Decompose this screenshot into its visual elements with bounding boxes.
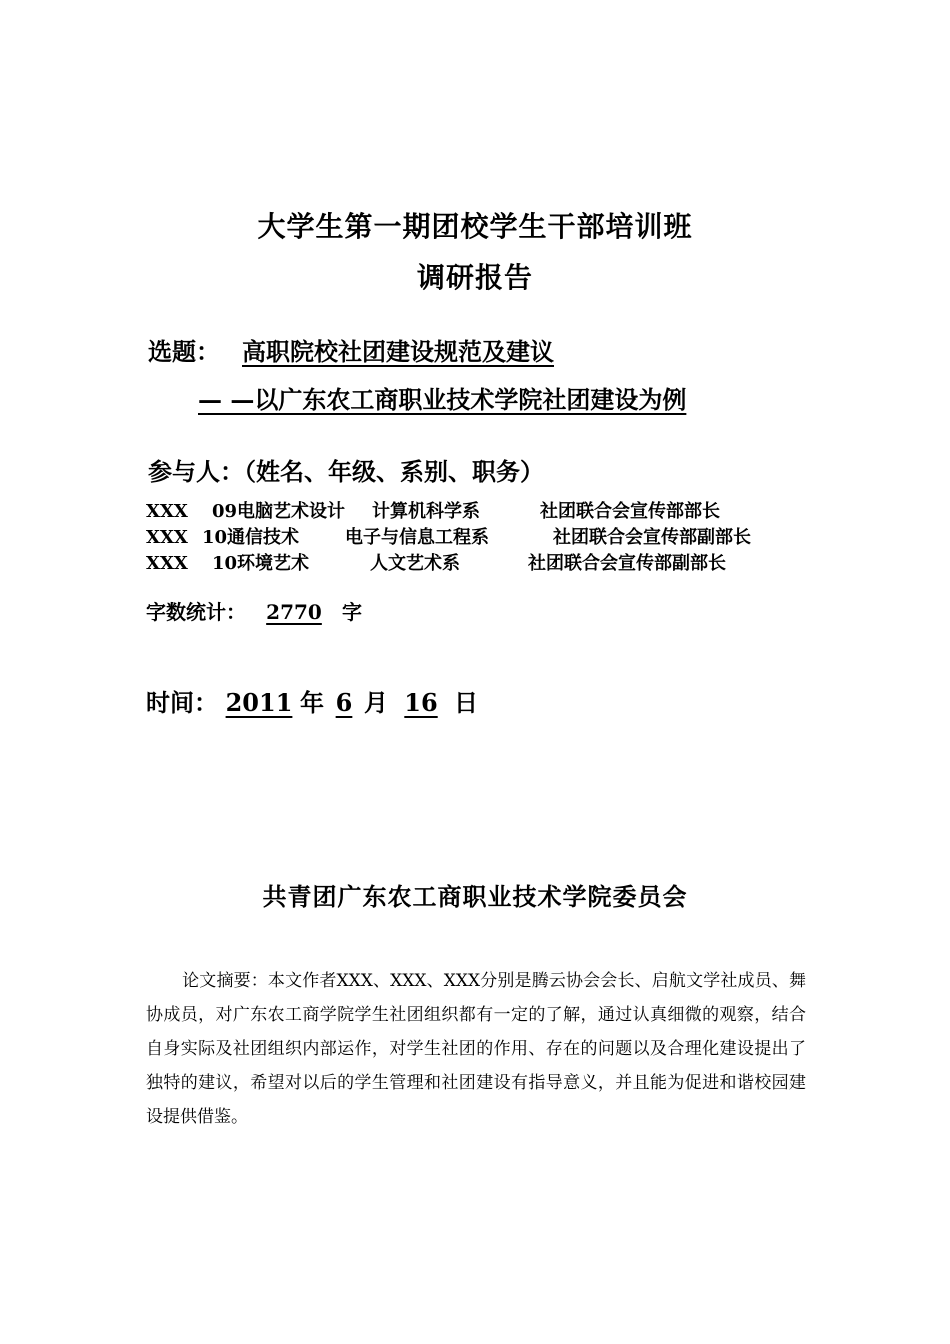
- participant-role: 社团联合会宣传部副部长: [553, 527, 751, 548]
- participant-name: XXX: [146, 501, 188, 522]
- word-count-unit: 字: [342, 600, 362, 624]
- date-day-unit: 日: [454, 688, 478, 717]
- topic-subtitle: — —以广东农工商职业技术学院社团建设为例: [198, 385, 687, 414]
- participant-grade: 10环境艺术: [212, 553, 310, 574]
- date-day: 16: [404, 688, 438, 717]
- abstract-paragraph: [146, 964, 806, 1134]
- participants-label: 参与人：（姓名、年级、系别、职务）: [148, 457, 544, 486]
- participant-grade: 10通信技术: [202, 527, 300, 548]
- date-month-unit: 月: [364, 688, 388, 717]
- word-count-value: 2770: [266, 600, 322, 624]
- date-year: 2011: [225, 688, 293, 717]
- participant-role: 社团联合会宣传部副部长: [528, 553, 726, 574]
- topic-main: 高职院校社团建设规范及建议: [242, 337, 554, 366]
- report-subtitle: 调研报告: [416, 261, 533, 294]
- participant-role: 社团联合会宣传部部长: [540, 501, 720, 522]
- report-title: 大学生第一期团校学生干部培训班: [257, 210, 693, 243]
- organization-name: 共青团广东农工商职业技术学院委员会: [262, 882, 688, 911]
- word-count-row: [146, 596, 362, 625]
- participant-name: XXX: [146, 553, 188, 574]
- date-row: [146, 683, 478, 718]
- participant-line: [146, 497, 720, 523]
- date-label: 时间：: [146, 688, 218, 717]
- word-count-label: 字数统计：: [146, 600, 246, 624]
- date-month: 6: [335, 688, 353, 717]
- participant-line: [146, 523, 751, 549]
- date-year-unit: 年: [300, 688, 324, 717]
- topic-label: 选题：: [148, 337, 220, 366]
- participant-line: [146, 549, 726, 575]
- participant-dept: 电子与信息工程系: [345, 527, 489, 548]
- abstract-text: 论文摘要：本文作者XXX、XXX、XXX分别是腾云协会会长、启航文学社成员、舞协成员，对广东农工商学院学生社团组织都有一定的了解，通过认真细微的观察，结合自身实际及社团组织内部运作，对学生社团的作用、存在的问题以及合理化建设提出了独特的建议，希望对以后的学生管理和社团建设有指导意义，并且能为促进和谐校园建设提供借鉴。: [146, 971, 806, 1127]
- participant-dept: 计算机科学系: [372, 501, 480, 522]
- participant-name: XXX: [146, 527, 188, 548]
- topic-row: [148, 332, 554, 367]
- participant-grade: 09电脑艺术设计: [212, 501, 346, 522]
- participant-dept: 人文艺术系: [370, 553, 460, 574]
- topic-subtitle-row: [158, 380, 686, 415]
